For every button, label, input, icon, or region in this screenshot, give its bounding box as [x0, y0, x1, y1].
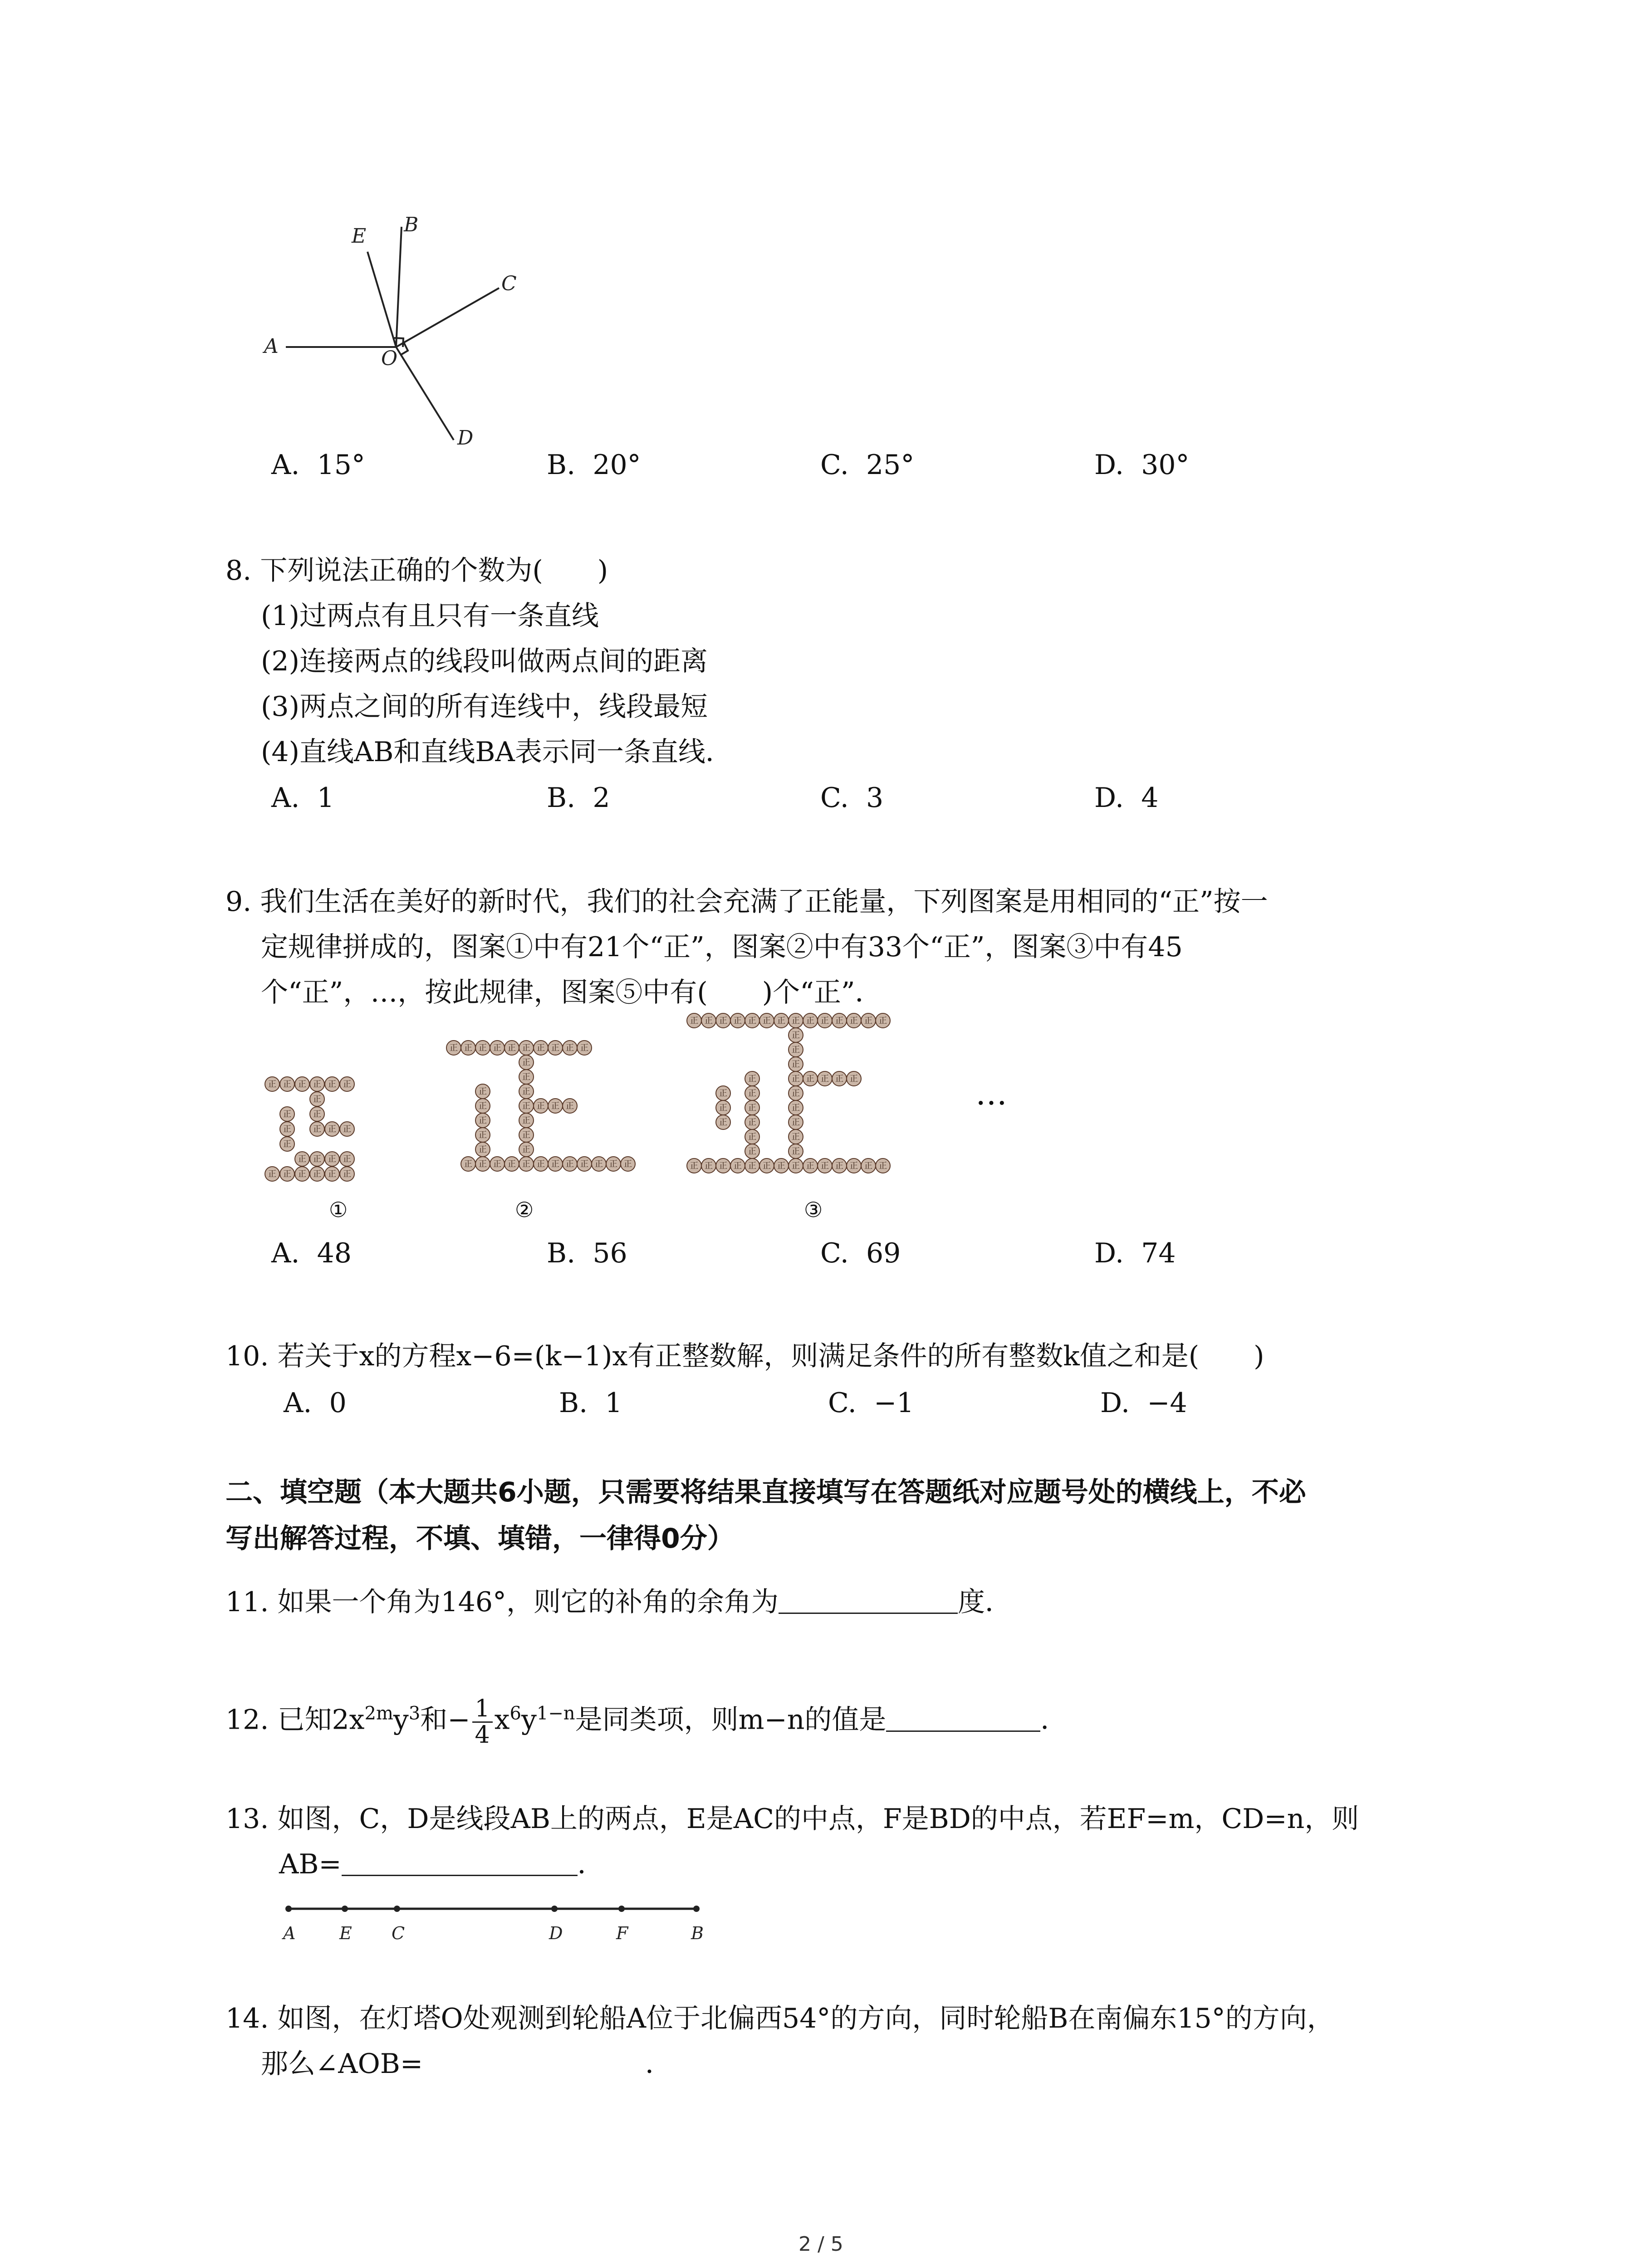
zheng-coin [789, 1100, 803, 1115]
zheng-coin [280, 1167, 294, 1181]
zheng-coin [446, 1041, 461, 1055]
point-E [342, 1906, 348, 1912]
svg-text:正: 正 [478, 1043, 487, 1053]
svg-text:正: 正 [328, 1080, 337, 1090]
svg-text:正: 正 [690, 1161, 699, 1171]
svg-text:正: 正 [522, 1101, 531, 1111]
pattern-label-3: ③ [804, 1198, 823, 1222]
label-A: A [283, 1923, 296, 1943]
svg-text:正: 正 [791, 1161, 800, 1171]
svg-text:正: 正 [864, 1161, 873, 1171]
zheng-coin [265, 1077, 279, 1091]
zheng-coin [745, 1115, 759, 1129]
zheng-coin [340, 1122, 354, 1136]
q9-option-b[interactable]: B. 56 [547, 1237, 627, 1269]
svg-text:正: 正 [791, 1132, 800, 1142]
zheng-coin [505, 1157, 519, 1171]
ray-OD [396, 347, 454, 440]
zheng-coin [519, 1041, 534, 1055]
zheng-coin [563, 1041, 577, 1055]
zheng-coin [789, 1042, 803, 1057]
zheng-coin [534, 1157, 548, 1171]
zheng-coin [606, 1157, 621, 1171]
svg-text:正: 正 [522, 1072, 531, 1082]
svg-text:正: 正 [791, 1103, 800, 1113]
zheng-coin [789, 1013, 803, 1028]
zheng-coin [745, 1158, 759, 1173]
svg-text:正: 正 [748, 1074, 757, 1084]
svg-text:正: 正 [464, 1043, 473, 1053]
zheng-coin [861, 1158, 876, 1173]
label-A: A [264, 335, 279, 358]
q13-answer-blank[interactable] [342, 1875, 578, 1876]
zheng-coin [876, 1013, 890, 1028]
zheng-coin [310, 1152, 324, 1166]
svg-text:正: 正 [313, 1154, 322, 1164]
zheng-coin [832, 1013, 847, 1028]
svg-text:正: 正 [283, 1124, 292, 1134]
svg-text:正: 正 [343, 1169, 352, 1179]
svg-text:正: 正 [464, 1159, 473, 1169]
svg-text:正: 正 [704, 1016, 713, 1026]
zheng-coin [461, 1041, 475, 1055]
zheng-coin [505, 1041, 519, 1055]
svg-text:正: 正 [283, 1110, 292, 1119]
label-D: D [457, 426, 474, 450]
q12-answer-blank[interactable] [886, 1730, 1040, 1732]
zheng-coin [325, 1122, 339, 1136]
zheng-coin [461, 1157, 475, 1171]
zheng-coin [563, 1099, 577, 1113]
zheng-coin [475, 1142, 490, 1157]
svg-text:正: 正 [748, 1161, 757, 1171]
zheng-coin [861, 1013, 876, 1028]
svg-text:正: 正 [878, 1161, 887, 1171]
page-number: 2 / 5 [798, 2233, 843, 2256]
svg-text:正: 正 [536, 1043, 545, 1053]
svg-text:正: 正 [719, 1089, 728, 1099]
label-D: D [549, 1923, 563, 1943]
zheng-coin [534, 1041, 548, 1055]
zheng-coin [280, 1122, 294, 1136]
q10-stem: 10. 若关于x的方程x−6=(k−1)x有正整数解，则满足条件的所有整数k值之和是( ) [225, 1340, 1264, 1372]
svg-text:正: 正 [313, 1095, 322, 1105]
zheng-coin [340, 1077, 354, 1091]
zheng-coin [280, 1077, 294, 1091]
svg-text:正: 正 [835, 1161, 844, 1171]
zheng-coin [295, 1167, 309, 1181]
q10-option-b[interactable]: B. 1 [559, 1387, 622, 1419]
zheng-coin [475, 1084, 490, 1099]
zheng-coin [475, 1113, 490, 1128]
q9-line-1: 9. 我们生活在美好的新时代，我们的社会充满了正能量，下列图案是用相同的“正”按一 [225, 886, 1268, 918]
zheng-coin [832, 1158, 847, 1173]
svg-text:正: 正 [748, 1089, 757, 1099]
zheng-coin [548, 1157, 563, 1171]
zheng-coin [519, 1084, 534, 1099]
pattern-label-1: ① [329, 1198, 348, 1222]
zheng-coin [818, 1071, 832, 1086]
q8-statement-1: (1)过两点有且只有一条直线 [261, 600, 599, 632]
label-O: O [381, 347, 398, 370]
svg-text:正: 正 [719, 1016, 728, 1026]
svg-text:正: 正 [522, 1145, 531, 1155]
svg-text:正: 正 [551, 1159, 560, 1169]
point-C [394, 1906, 400, 1912]
section-2-heading-line-1: 二、填空题（本大题共6小题，只需要将结果直接填写在答题纸对应题号处的横线上，不必 [225, 1476, 1306, 1508]
zheng-coin [621, 1157, 635, 1171]
svg-text:正: 正 [835, 1074, 844, 1084]
svg-text:正: 正 [733, 1016, 742, 1026]
svg-text:正: 正 [762, 1016, 771, 1026]
q8-option-d[interactable]: D. 4 [1094, 782, 1159, 814]
zheng-coin [577, 1157, 592, 1171]
zheng-coin [519, 1157, 534, 1171]
svg-text:正: 正 [791, 1031, 800, 1041]
q13-line-1: 13. 如图，C，D是线段AB上的两点，E是AC的中点，F是BD的中点，若EF=m，CD=n，则 [225, 1803, 1359, 1835]
zheng-coin [687, 1013, 701, 1028]
svg-text:正: 正 [449, 1043, 458, 1053]
q8-statement-2: (2)连接两点的线段叫做两点间的距离 [261, 645, 708, 677]
zheng-coin [475, 1157, 490, 1171]
svg-text:正: 正 [478, 1145, 487, 1155]
zheng-coin [716, 1158, 730, 1173]
zheng-coin [340, 1167, 354, 1181]
svg-text:正: 正 [791, 1074, 800, 1084]
zheng-coin [745, 1129, 759, 1144]
svg-text:正: 正 [748, 1103, 757, 1113]
svg-text:正: 正 [820, 1016, 829, 1026]
zheng-coin [716, 1115, 730, 1129]
svg-text:正: 正 [704, 1161, 713, 1171]
svg-text:正: 正 [343, 1080, 352, 1090]
zheng-coin [325, 1167, 339, 1181]
svg-text:正: 正 [522, 1159, 531, 1169]
svg-text:正: 正 [343, 1124, 352, 1134]
zheng-coin [265, 1167, 279, 1181]
zheng-coin [701, 1158, 716, 1173]
zheng-coin [577, 1041, 592, 1055]
zheng-coin [789, 1028, 803, 1042]
q9-option-a[interactable]: A. 48 [271, 1237, 352, 1269]
svg-text:正: 正 [820, 1074, 829, 1084]
zheng-coin [730, 1158, 745, 1173]
zheng-coin [876, 1158, 890, 1173]
zheng-coin [310, 1092, 324, 1106]
zheng-coin [789, 1129, 803, 1144]
zheng-coin [519, 1055, 534, 1070]
zheng-coin [490, 1157, 505, 1171]
svg-text:正: 正 [864, 1016, 873, 1026]
zheng-coin [325, 1077, 339, 1091]
svg-text:正: 正 [522, 1058, 531, 1068]
svg-text:正: 正 [580, 1159, 589, 1169]
svg-text:正: 正 [551, 1101, 560, 1111]
pattern-ellipsis: … [975, 1075, 1007, 1112]
svg-text:正: 正 [565, 1101, 574, 1111]
svg-text:正: 正 [806, 1074, 815, 1084]
zheng-coin [789, 1144, 803, 1158]
svg-text:正: 正 [791, 1089, 800, 1099]
zheng-coin [745, 1086, 759, 1100]
q8-statement-3: (3)两点之间的所有连线中，线段最短 [261, 691, 708, 723]
q7-option-c[interactable]: C. 25° [820, 449, 915, 481]
zheng-coin [519, 1099, 534, 1113]
zheng-coin [730, 1013, 745, 1028]
zheng-coin [759, 1013, 774, 1028]
svg-text:正: 正 [748, 1147, 757, 1157]
svg-text:正: 正 [806, 1016, 815, 1026]
label-B: B [404, 213, 419, 236]
zheng-coin [310, 1122, 324, 1136]
svg-text:正: 正 [580, 1043, 589, 1053]
svg-text:正: 正 [343, 1154, 352, 1164]
svg-text:正: 正 [719, 1118, 728, 1128]
svg-text:正: 正 [733, 1161, 742, 1171]
svg-text:正: 正 [478, 1116, 487, 1126]
zheng-coin [519, 1113, 534, 1128]
zheng-coin [818, 1158, 832, 1173]
svg-text:正: 正 [522, 1087, 531, 1097]
svg-text:正: 正 [493, 1043, 502, 1053]
svg-text:正: 正 [551, 1043, 560, 1053]
svg-text:正: 正 [719, 1103, 728, 1113]
zheng-coin [548, 1099, 563, 1113]
ray-OB [396, 227, 402, 347]
svg-text:正: 正 [298, 1080, 307, 1090]
zheng-coin [280, 1107, 294, 1121]
svg-text:正: 正 [791, 1147, 800, 1157]
svg-text:正: 正 [507, 1043, 516, 1053]
q8-option-b[interactable]: B. 2 [547, 782, 610, 814]
svg-text:正: 正 [328, 1154, 337, 1164]
zheng-coin [847, 1071, 861, 1086]
svg-text:正: 正 [849, 1016, 858, 1026]
zheng-coin [745, 1100, 759, 1115]
zheng-coin [592, 1157, 606, 1171]
svg-text:正: 正 [594, 1159, 603, 1169]
svg-text:正: 正 [748, 1016, 757, 1026]
q8-stem: 8. 下列说法正确的个数为( ) [225, 555, 608, 587]
label-F: F [616, 1923, 628, 1943]
svg-text:正: 正 [820, 1161, 829, 1171]
svg-text:正: 正 [791, 1060, 800, 1070]
zheng-coin [280, 1137, 294, 1151]
svg-text:正: 正 [690, 1016, 699, 1026]
svg-text:正: 正 [313, 1110, 322, 1119]
zheng-coin [687, 1158, 701, 1173]
zheng-coin [803, 1071, 818, 1086]
svg-text:正: 正 [522, 1130, 531, 1140]
q7-option-d[interactable]: D. 30° [1094, 449, 1190, 481]
zheng-pattern-figure [254, 1012, 1116, 1238]
q9-line-3: 个“正”，…，按此规律，图案⑤中有( )个“正”． [261, 977, 882, 1008]
zheng-coin [534, 1099, 548, 1113]
label-E: E [352, 225, 367, 248]
q10-option-d[interactable]: D. −4 [1100, 1387, 1187, 1419]
zheng-coin [774, 1013, 789, 1028]
zheng-coin [475, 1041, 490, 1055]
angle-figure-q7 [254, 209, 544, 454]
svg-text:正: 正 [878, 1016, 887, 1026]
zheng-coin [548, 1041, 563, 1055]
svg-text:正: 正 [478, 1130, 487, 1140]
zheng-coin [745, 1013, 759, 1028]
svg-text:正: 正 [268, 1169, 277, 1179]
zheng-coin [475, 1128, 490, 1142]
svg-text:正: 正 [478, 1101, 487, 1111]
q8-option-a[interactable]: A. 1 [271, 782, 334, 814]
zheng-coin [519, 1142, 534, 1157]
svg-text:正: 正 [791, 1016, 800, 1026]
svg-text:正: 正 [849, 1074, 858, 1084]
q9-option-c[interactable]: C. 69 [820, 1237, 901, 1269]
q14-line-1: 14. 如图，在灯塔O处观测到轮船A位于北偏西54°的方向，同时轮船B在南偏东15°的方向， [225, 2003, 1334, 2034]
svg-text:正: 正 [283, 1139, 292, 1149]
segment-figure-q13 [272, 1896, 726, 1946]
q12-stem: 12. 已知$2x^{2m}y^3$和− $\frac{1}{4}$ $x^6y^{1-n}$是同类项，则m−n的值是 ． [225, 1695, 1068, 1749]
svg-text:正: 正 [478, 1159, 487, 1169]
svg-text:正: 正 [522, 1043, 531, 1053]
zheng-coin [310, 1167, 324, 1181]
zheng-coin [310, 1077, 324, 1091]
zheng-coin [716, 1100, 730, 1115]
zheng-coin [701, 1013, 716, 1028]
zheng-coin [759, 1158, 774, 1173]
point-A [285, 1906, 292, 1912]
svg-text:正: 正 [791, 1118, 800, 1128]
zheng-coin [818, 1013, 832, 1028]
zheng-coin [832, 1071, 847, 1086]
zheng-coin [774, 1158, 789, 1173]
svg-text:正: 正 [283, 1169, 292, 1179]
svg-text:正: 正 [777, 1016, 786, 1026]
svg-text:正: 正 [565, 1159, 574, 1169]
svg-text:正: 正 [609, 1159, 618, 1169]
zheng-coin [716, 1086, 730, 1100]
zheng-coin [340, 1152, 354, 1166]
zheng-coin [716, 1013, 730, 1028]
zheng-coin [310, 1107, 324, 1121]
label-C: C [501, 272, 517, 295]
zheng-coin [789, 1158, 803, 1173]
svg-text:正: 正 [328, 1124, 337, 1134]
svg-text:正: 正 [298, 1169, 307, 1179]
q7-option-a[interactable]: A. 15° [271, 449, 365, 481]
svg-text:正: 正 [328, 1169, 337, 1179]
zheng-coin [789, 1115, 803, 1129]
ray-OE [367, 252, 396, 347]
zheng-coin [490, 1041, 505, 1055]
point-D [551, 1906, 558, 1912]
q8-statement-4: (4)直线AB和直线BA表示同一条直线． [261, 736, 733, 768]
svg-text:正: 正 [748, 1118, 757, 1128]
point-F [618, 1906, 625, 1912]
svg-text:正: 正 [849, 1161, 858, 1171]
svg-text:正: 正 [719, 1161, 728, 1171]
svg-text:正: 正 [507, 1159, 516, 1169]
zheng-coin [519, 1070, 534, 1084]
zheng-coin [803, 1013, 818, 1028]
ray-OC [396, 288, 499, 347]
svg-text:正: 正 [313, 1080, 322, 1090]
q12-fraction: $\frac{1}{4}$ [472, 1696, 493, 1747]
q14-line-2: 那么∠AOB= ． [261, 2048, 673, 2080]
svg-text:正: 正 [298, 1154, 307, 1164]
svg-text:正: 正 [493, 1159, 502, 1169]
svg-text:正: 正 [478, 1087, 487, 1097]
zheng-coin [789, 1057, 803, 1071]
q13-line-2: AB= ． [279, 1848, 605, 1880]
zheng-coin [803, 1158, 818, 1173]
svg-text:正: 正 [522, 1116, 531, 1126]
svg-text:正: 正 [536, 1101, 545, 1111]
zheng-coin [745, 1071, 759, 1086]
svg-text:正: 正 [313, 1169, 322, 1179]
zheng-coin [789, 1086, 803, 1100]
label-B: B [691, 1923, 704, 1943]
point-B [693, 1906, 700, 1912]
section-2-heading-line-2: 写出解答过程，不填、填错，一律得0分） [225, 1523, 735, 1554]
svg-text:正: 正 [623, 1159, 632, 1169]
q11-answer-blank[interactable] [779, 1613, 958, 1614]
zheng-coin [519, 1128, 534, 1142]
svg-text:正: 正 [835, 1016, 844, 1026]
zheng-coin [745, 1144, 759, 1158]
zheng-coin [789, 1071, 803, 1086]
label-C: C [392, 1923, 405, 1943]
q10-option-c[interactable]: C. −1 [828, 1387, 914, 1419]
svg-text:正: 正 [777, 1161, 786, 1171]
zheng-coin [847, 1158, 861, 1173]
pattern-label-2: ② [515, 1198, 534, 1222]
zheng-coin [325, 1152, 339, 1166]
svg-text:正: 正 [313, 1124, 322, 1134]
q8-option-c[interactable]: C. 3 [820, 782, 884, 814]
svg-text:正: 正 [283, 1080, 292, 1090]
svg-text:正: 正 [748, 1132, 757, 1142]
label-E: E [339, 1923, 352, 1943]
svg-text:正: 正 [791, 1045, 800, 1055]
q7-option-b[interactable]: B. 20° [547, 449, 641, 481]
q9-option-d[interactable]: D. 74 [1094, 1237, 1176, 1269]
zheng-coin [847, 1013, 861, 1028]
q10-option-a[interactable]: A. 0 [284, 1387, 347, 1419]
svg-text:正: 正 [268, 1080, 277, 1090]
zheng-coin [475, 1099, 490, 1113]
svg-text:正: 正 [806, 1161, 815, 1171]
zheng-coin [295, 1077, 309, 1091]
svg-text:正: 正 [762, 1161, 771, 1171]
zheng-coin [295, 1152, 309, 1166]
q11-stem: 11. 如果一个角为146°，则它的补角的余角为 度． [225, 1586, 1013, 1618]
svg-text:正: 正 [536, 1159, 545, 1169]
svg-text:正: 正 [565, 1043, 574, 1053]
zheng-coin [563, 1157, 577, 1171]
q9-line-2: 定规律拼成的，图案①中有21个“正”，图案②中有33个“正”，图案③中有45 [261, 931, 1183, 963]
